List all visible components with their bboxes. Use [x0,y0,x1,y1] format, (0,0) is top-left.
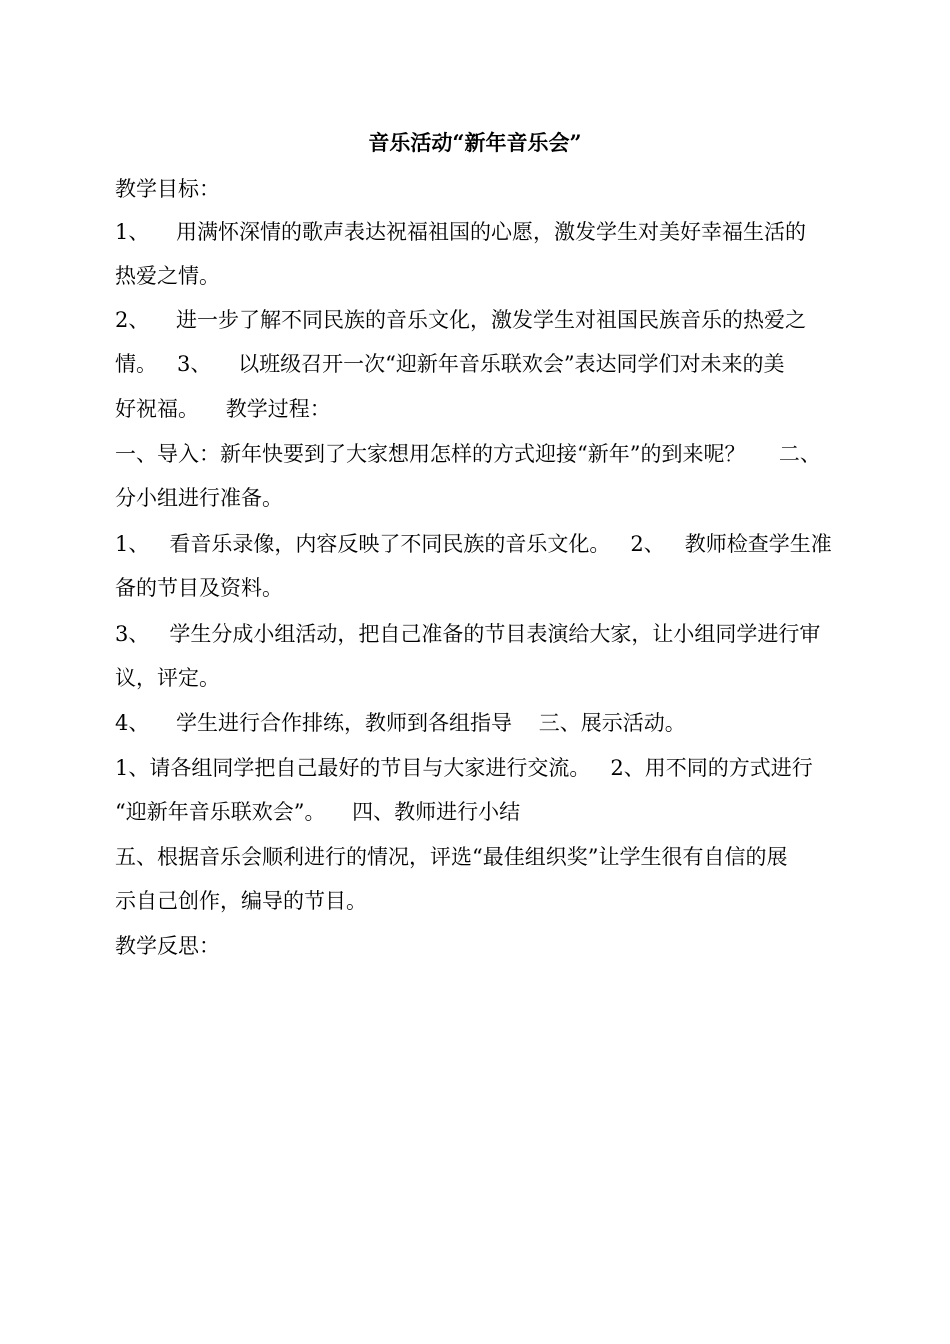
text-line: 示自己创作，编导的节目。 [115,889,367,913]
text-line: 教学反思： [115,934,220,958]
text-line: 备的节目及资料。 [115,576,283,600]
text-line: 4、 学生进行合作排练，教师到各组指导 三、展示活动。 [115,711,686,735]
text-line: “迎新年音乐联欢会”。 四、教师进行小结 [115,800,521,824]
text-line: 热爱之情。 [115,264,220,288]
document-title: 音乐活动“新年音乐会” [368,130,582,155]
text-line: 1、 用满怀深情的歌声表达祝福祖国的心愿，激发学生对美好幸福生活的 [115,220,807,244]
text-line: 分小组进行准备。 [115,486,283,510]
text-line: 3、 学生分成小组活动，把自己准备的节目表演给大家，让小组同学进行审 [115,622,821,646]
text-line: 情。 3、 以班级召开一次“迎新年音乐联欢会”表达同学们对未来的美 [115,352,785,376]
text-line: 好祝福。 教学过程： [115,397,331,421]
text-line: 一、导入：新年快要到了大家想用怎样的方式迎接“新年”的到来呢？ 二、 [115,442,821,466]
text-line: 五、根据音乐会顺利进行的情况，评选“最佳组织奖”让学生很有自信的展 [115,845,788,869]
text-line: 2、 进一步了解不同民族的音乐文化，激发学生对祖国民族音乐的热爱之 [115,308,807,332]
text-line: 1、请各组同学把自己最好的节目与大家进行交流。 2、用不同的方式进行 [115,756,813,780]
text-line: 议，评定。 [115,666,220,690]
text-line: 1、 看音乐录像，内容反映了不同民族的音乐文化。 2、 教师检查学生准 [115,532,832,556]
text-line: 教学目标： [115,177,220,201]
